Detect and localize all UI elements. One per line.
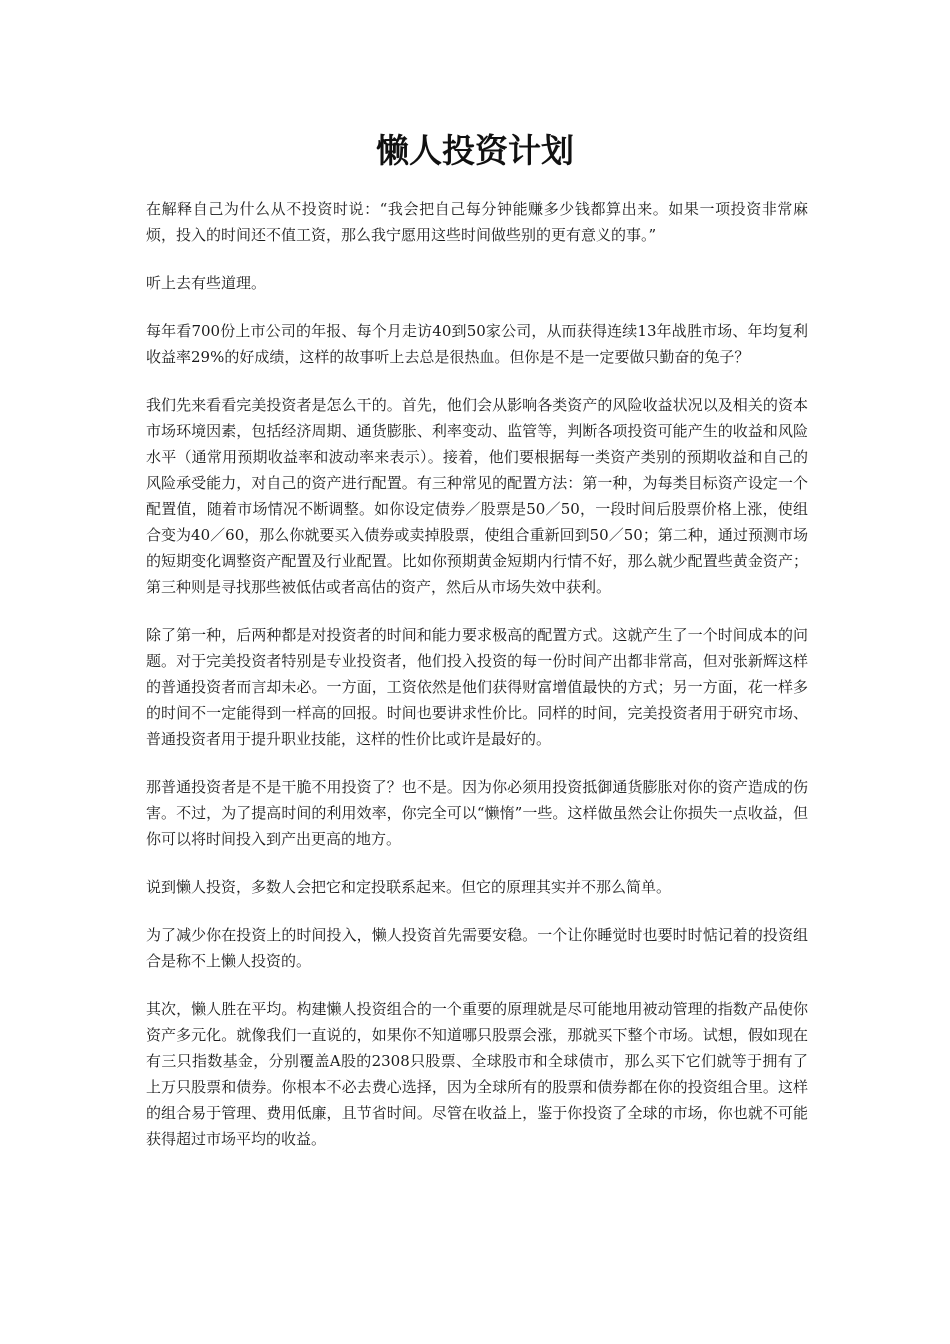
paragraph-5: 除了第一种，后两种都是对投资者的时间和能力要求极高的配置方式。这就产生了一个时间成本的问题。对于完美投资者特别是专业投资者，他们投入投资的每一份时间产出都非常高，但对张新辉这样的普通投资者而言却未必。一方面，工资依然是他们获得财富增值最快的方式；另一方面，花一样多的时间不一定能得到一样高的回报。时间也要讲求性价比。同样的时间，完美投资者用于研究市场、普通投资者用于提升职业技能，这样的性价比或许是最好的。 (146, 626, 808, 748)
document-body (146, 196, 808, 1174)
document-title: 懒人投资计划 (376, 131, 574, 170)
paragraph-2: 听上去有些道理。 (146, 274, 267, 292)
paragraph-7: 说到懒人投资，多数人会把它和定投联系起来。但它的原理其实并不那么简单。 (146, 878, 672, 896)
paragraph-8: 为了减少你在投资上的时间投入，懒人投资首先需要安稳。一个让你睡觉时也要时时惦记着的投资组合是称不上懒人投资的。 (146, 926, 808, 970)
paragraph-3: 每年看700份上市公司的年报、每个月走访40到50家公司，从而获得连续13年战胜市场、年均复利收益率29%的好成绩，这样的故事听上去总是很热血。但你是不是一定要做只勤奋的兔子？ (146, 322, 808, 366)
paragraph-1: 在解释自己为什么从不投资时说：“我会把自己每分钟能赚多少钱都算出来。如果一项投资非常麻烦，投入的时间还不值工资，那么我宁愿用这些时间做些别的更有意义的事。” (146, 200, 808, 244)
paragraph-4: 我们先来看看完美投资者是怎么干的。首先，他们会从影响各类资产的风险收益状况以及相关的资本市场环境因素，包括经济周期、通货膨胀、利率变动、监管等，判断各项投资可能产生的收益和风险水平（通常用预期收益率和波动率来表示）。接着，他们要根据每一类资产类别的预期收益和自己的风险承受能力，对自己的资产进行配置。有三种常见的配置方法：第一种，为每类目标资产设定一个配置值，随着市场情况不断调整。如你设定债券／股票是50／50，一段时间后股票价格上涨，使组合变为40／60，那么你就要买入债券或卖掉股票，使组合重新回到50／50；第二种，通过预测市场的短期变化调整资产配置及行业配置。比如你预期黄金短期内行情不好，那么就少配置些黄金资产；第三种则是寻找那些被低估或者高估的资产，然后从市场失效中获利。 (146, 396, 808, 596)
paragraph-6: 那普通投资者是不是干脆不用投资了？也不是。因为你必须用投资抵御通货膨胀对你的资产造成的伤害。不过，为了提高时间的利用效率，你完全可以“懒惰”一些。这样做虽然会让你损失一点收益，但你可以将时间投入到产出更高的地方。 (146, 778, 808, 848)
paragraph-9: 其次，懒人胜在平均。构建懒人投资组合的一个重要的原理就是尽可能地用被动管理的指数产品使你资产多元化。就像我们一直说的，如果你不知道哪只股票会涨，那就买下整个市场。试想，假如现在有三只指数基金，分别覆盖A股的2308只股票、全球股市和全球债市，那么买下它们就等于拥有了上万只股票和债券。你根本不必去费心选择，因为全球所有的股票和债券都在你的投资组合里。这样的组合易于管理、费用低廉，且节省时间。尽管在收益上，鉴于你投资了全球的市场，你也就不可能获得超过市场平均的收益。 (146, 1000, 808, 1148)
